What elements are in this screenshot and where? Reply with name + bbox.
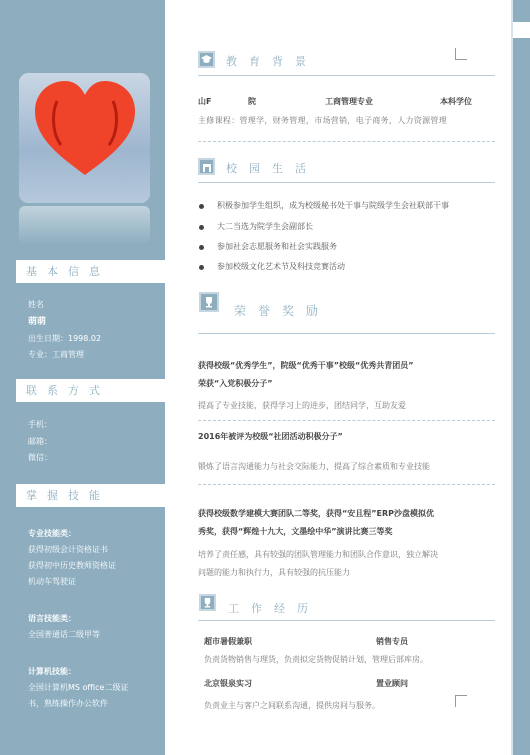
pro-skill-item: 获得初中历史教师资格证: [28, 561, 116, 570]
job-2-company: 北京银泉实习: [204, 679, 252, 688]
school: 山F: [198, 97, 212, 106]
honor-1-line-1: 获得校级“优秀学生”，院级“优秀干事”校级“优秀共青团员”: [198, 361, 414, 370]
honor-3-line-1: 获得校级数学建模大赛团队二等奖，获得“安且程”ERP沙盘模拟优: [198, 509, 435, 518]
right-stripe: [513, 0, 530, 755]
section-education: 教育背景: [226, 55, 318, 68]
heart-icon: [31, 79, 139, 177]
comp-skill-item: 全国计算机MS office二级证: [28, 683, 129, 692]
divider: [198, 75, 495, 76]
pro-skill-item: 机动车驾驶证: [28, 577, 76, 586]
photo-reflection: [19, 206, 150, 244]
lang-skill-item: 全国普通话二级甲等: [28, 630, 100, 639]
phone: 手机：: [28, 420, 52, 429]
corner-mark-top: [455, 48, 467, 60]
section-campus-life: 校园生活: [226, 162, 318, 175]
avatar: [19, 73, 150, 203]
honor-1-line-2: 荣获“入党积极分子”: [198, 379, 273, 388]
campus-item: 大二当选为院学生会副部长: [217, 222, 313, 231]
building-icon: [198, 158, 215, 175]
dashed-divider: [198, 420, 495, 421]
section-work: 工作经历: [228, 602, 320, 615]
dashed-divider: [198, 141, 495, 142]
campus-item: 参加校级文化艺术节及科技竞赛活动: [217, 262, 345, 271]
pro-skill-item: 获得初级会计资格证书: [28, 545, 108, 554]
bullet: [199, 204, 204, 209]
job-2-desc: 负责业主与客户之间联系沟通，提供房间与服务。: [204, 701, 380, 710]
comp-skill-item: 书，熟练操作办公软件: [28, 699, 108, 708]
honor-3-line-2: 秀奖，获得“辉煌十九大，文墨绘中华”演讲比赛三等奖: [198, 527, 393, 536]
job-1-desc: 负责货物销售与理货，负责拟定货物促销计划，管理后部库房。: [204, 655, 428, 664]
right-stripe-marker: [513, 22, 530, 38]
section-contact: 联系方式: [16, 379, 165, 402]
name-value: 萌萌: [28, 317, 47, 327]
courses: 主修课程：管理学，财务管理，市场营销，电子商务，人力资源管理: [198, 116, 447, 125]
lang-skills-title: 语言技能类：: [28, 614, 76, 623]
name-label: 姓名: [28, 300, 44, 309]
honor-2-title: 2016年被评为校级“社团活动积极分子”: [198, 432, 343, 441]
school-suffix: 院: [248, 97, 256, 106]
graduation-cap-icon: [198, 51, 215, 68]
divider: [198, 620, 495, 621]
section-skills: 掌握技能: [16, 484, 165, 507]
job-2-role: 置业顾问: [376, 679, 408, 688]
trophy-icon: [199, 594, 216, 611]
section-honors: 荣誉奖励: [234, 304, 331, 318]
divider: [198, 182, 495, 183]
comp-skills-title: 计算机技能：: [28, 667, 76, 676]
corner-mark-bottom: [455, 695, 467, 707]
pro-skills-title: 专业技能类：: [28, 529, 76, 538]
section-basic-info: 基本信息: [16, 260, 165, 283]
honor-1-desc: 提高了专业技能，获得学习上的进步，团结同学，互助友爱: [198, 401, 406, 410]
honor-3-desc-2: 问题的能力和执行力，具有较强的抗压能力: [198, 568, 350, 577]
divider: [198, 333, 495, 334]
sidebar-top-block: [16, 0, 165, 62]
bullet: [199, 225, 204, 230]
degree: 本科学位: [440, 97, 472, 106]
trophy-icon: [199, 292, 219, 312]
job-1-company: 超市暑假兼职: [204, 637, 252, 646]
job-1-role: 销售专员: [376, 637, 408, 646]
honor-2-desc: 锻炼了语言沟通能力与社会交际能力，提高了综合素质和专业技能: [198, 462, 430, 471]
honor-3-desc-1: 培养了责任感，具有较强的团队管理能力和团队合作意识，独立解决: [198, 550, 438, 559]
dashed-divider: [198, 484, 495, 485]
bullet: [199, 245, 204, 250]
major: 专业：工商管理: [28, 350, 84, 359]
education-major: 工商管理专业: [325, 97, 373, 106]
email: 邮箱：: [28, 437, 52, 446]
bullet: [199, 265, 204, 270]
wechat: 微信：: [28, 453, 52, 462]
campus-item: 积极参加学生组织，成为校级秘书处干事与院级学生会社联部干事: [217, 201, 449, 210]
birth-date: 出生日期：1998.02: [28, 334, 102, 343]
campus-item: 参加社会志愿服务和社会实践服务: [217, 242, 337, 251]
